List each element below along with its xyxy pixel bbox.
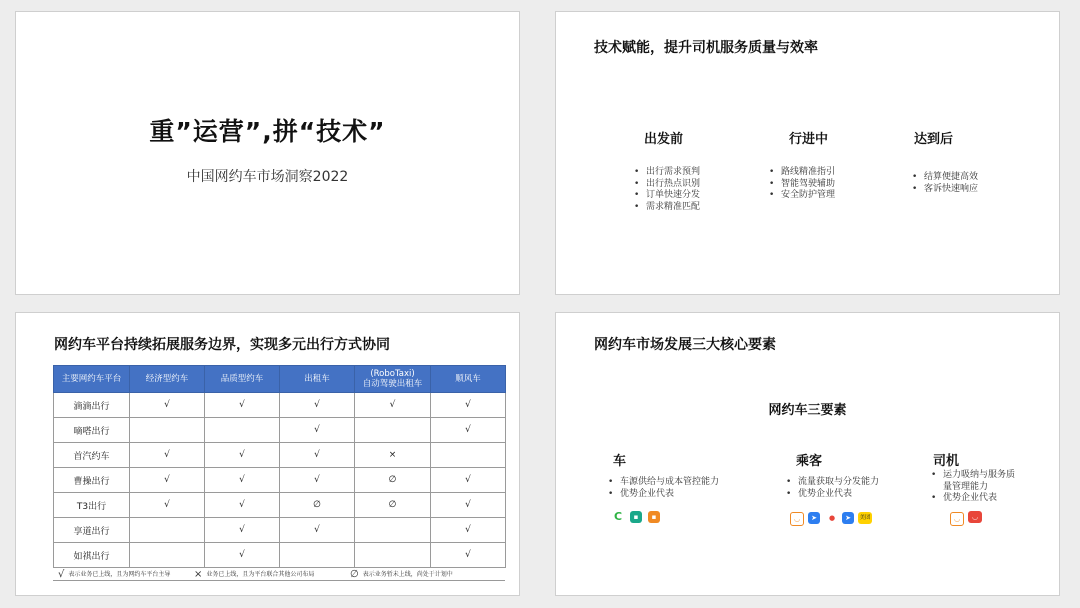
slide-title: 网约车平台持续拓展服务边界，实现多元出行方式协同 — [54, 337, 390, 353]
table-cell: √ — [431, 543, 506, 568]
list-item: • 结算便捷高效 — [912, 172, 978, 184]
table-cell: √ — [130, 443, 205, 468]
service-table — [53, 365, 506, 568]
meituan-logo-icon: 美团 — [858, 512, 872, 524]
table-cell: ∅ — [355, 493, 431, 518]
slide-cover[interactable] — [15, 11, 520, 295]
slide-title: 网约车市场发展三大核心要素 — [594, 337, 776, 353]
table-cell: √ — [205, 443, 280, 468]
platform-name: 嘀嗒出行 — [54, 418, 130, 443]
legend-text: 业务已上线，且为平台联合其他公司布局 — [206, 571, 315, 578]
cover-title: 重”运营”,拼“技术” — [149, 117, 386, 146]
empty-set-icon: ∅ — [350, 569, 359, 580]
table-cell: √ — [280, 418, 355, 443]
legend-text: 表示业务暂未上线，尚处于计划中 — [362, 571, 453, 578]
list-item: • 运力吸纳与服务质 量管理能力 — [931, 470, 1015, 493]
divider — [53, 580, 505, 581]
platform-name: 滴滴出行 — [54, 393, 130, 418]
table-row — [54, 468, 506, 493]
slide-title: 技术赋能，提升司机服务质量与效率 — [594, 40, 818, 56]
header-taxi: 出租车 — [280, 366, 355, 393]
column-header-passenger: 乘客 — [796, 454, 823, 469]
header-premium: 品质型约车 — [205, 366, 280, 393]
table-row — [54, 543, 506, 568]
t3-logo-icon: ▪ — [630, 511, 642, 523]
platform-name: 享道出行 — [54, 518, 130, 543]
table-row — [54, 393, 506, 418]
table-cell: √ — [280, 443, 355, 468]
list-car — [608, 477, 719, 500]
table-cell: √ — [355, 393, 431, 418]
list-during — [769, 167, 835, 202]
list-item: • 需求精准匹配 — [634, 202, 700, 214]
list-item: • 出行需求预判 — [634, 167, 700, 179]
cao-cao-logo-icon: C — [613, 510, 623, 523]
table-cell: √ — [130, 468, 205, 493]
table-cell: √ — [431, 518, 506, 543]
tencent-map-logo-icon: ➤ — [842, 512, 854, 524]
table-cell: ∅ — [355, 468, 431, 493]
platform-name: 曹操出行 — [54, 468, 130, 493]
slide-platform-table[interactable] — [15, 312, 520, 596]
shouqi-logo-icon: ▪ — [648, 511, 660, 523]
list-item: • 车源供给与成本管控能力 — [608, 477, 719, 489]
table-cell: √ — [130, 493, 205, 518]
table-row — [54, 418, 506, 443]
list-item: • 客诉快速响应 — [912, 184, 978, 196]
table-cell — [205, 418, 280, 443]
table-cell: √ — [205, 518, 280, 543]
platform-name: 首汽约车 — [54, 443, 130, 468]
didi-logo-icon: ◡ — [790, 512, 804, 526]
table-header-row — [54, 366, 506, 393]
table-cell — [355, 518, 431, 543]
table-cell: √ — [130, 393, 205, 418]
header-platform: 主要网约车平台 — [54, 366, 130, 393]
cross-icon: × — [194, 569, 203, 580]
platform-name: T3出行 — [54, 493, 130, 518]
table-cell — [431, 443, 506, 468]
table-cell: × — [355, 443, 431, 468]
check-icon: √ — [58, 569, 65, 580]
table-cell: √ — [431, 493, 506, 518]
list-driver — [931, 470, 1015, 505]
legend-text: 表示业务已上线，且为网约车平台主导 — [68, 571, 171, 578]
table-cell — [355, 543, 431, 568]
table-cell: √ — [280, 393, 355, 418]
table-cell — [130, 518, 205, 543]
table-cell: √ — [280, 518, 355, 543]
table-cell: √ — [431, 418, 506, 443]
list-item: • 流量获取与分发能力 — [786, 477, 879, 489]
slide-tech-empower[interactable] — [555, 11, 1060, 295]
column-header-before: 出发前 — [644, 132, 684, 147]
table-row — [54, 518, 506, 543]
list-item: • 智能驾驶辅助 — [769, 179, 835, 191]
table-cell: ∅ — [280, 493, 355, 518]
legend-check — [58, 569, 170, 580]
table-cell: √ — [205, 468, 280, 493]
list-item: • 路线精准指引 — [769, 167, 835, 179]
didi-logo-icon: ◡ — [950, 512, 964, 526]
list-item: • 出行热点识别 — [634, 179, 700, 191]
table-row — [54, 443, 506, 468]
list-item: • 优势企业代表 — [931, 493, 1015, 505]
list-item: • 优势企业代表 — [608, 489, 719, 501]
table-cell: √ — [205, 493, 280, 518]
list-passenger — [786, 477, 879, 500]
list-item: • 订单快速分发 — [634, 190, 700, 202]
legend-empty — [350, 569, 453, 580]
table-cell: √ — [205, 393, 280, 418]
header-economy: 经济型约车 — [130, 366, 205, 393]
table-cell: √ — [431, 468, 506, 493]
column-header-after: 达到后 — [914, 132, 954, 147]
table-row — [54, 493, 506, 518]
list-after — [912, 172, 978, 195]
cover-subtitle: 中国网约车市场洞察2022 — [186, 169, 349, 185]
table-cell: √ — [431, 393, 506, 418]
slide-core-elements[interactable] — [555, 312, 1060, 596]
header-carpool: 顺风车 — [431, 366, 506, 393]
list-item: • 安全防护管理 — [769, 190, 835, 202]
column-header-car: 车 — [613, 454, 627, 469]
column-header-during: 行进中 — [789, 132, 829, 147]
table-cell — [355, 418, 431, 443]
table-cell — [130, 418, 205, 443]
list-item: • 优势企业代表 — [786, 489, 879, 501]
table-cell — [280, 543, 355, 568]
table-cell: √ — [205, 543, 280, 568]
baidu-map-logo-icon: ● — [826, 512, 838, 524]
table-cell — [130, 543, 205, 568]
amap-logo-icon: ➤ — [808, 512, 820, 524]
column-header-driver: 司机 — [933, 454, 960, 469]
table-cell: √ — [280, 468, 355, 493]
section-heading: 网约车三要素 — [768, 403, 847, 418]
header-robotaxi: (RoboTaxi) 自动驾驶出租车 — [355, 366, 431, 393]
legend-cross — [194, 569, 314, 580]
list-before — [634, 167, 700, 213]
platform-name: 如祺出行 — [54, 543, 130, 568]
didi-driver-logo-icon: ◡ — [968, 511, 982, 523]
